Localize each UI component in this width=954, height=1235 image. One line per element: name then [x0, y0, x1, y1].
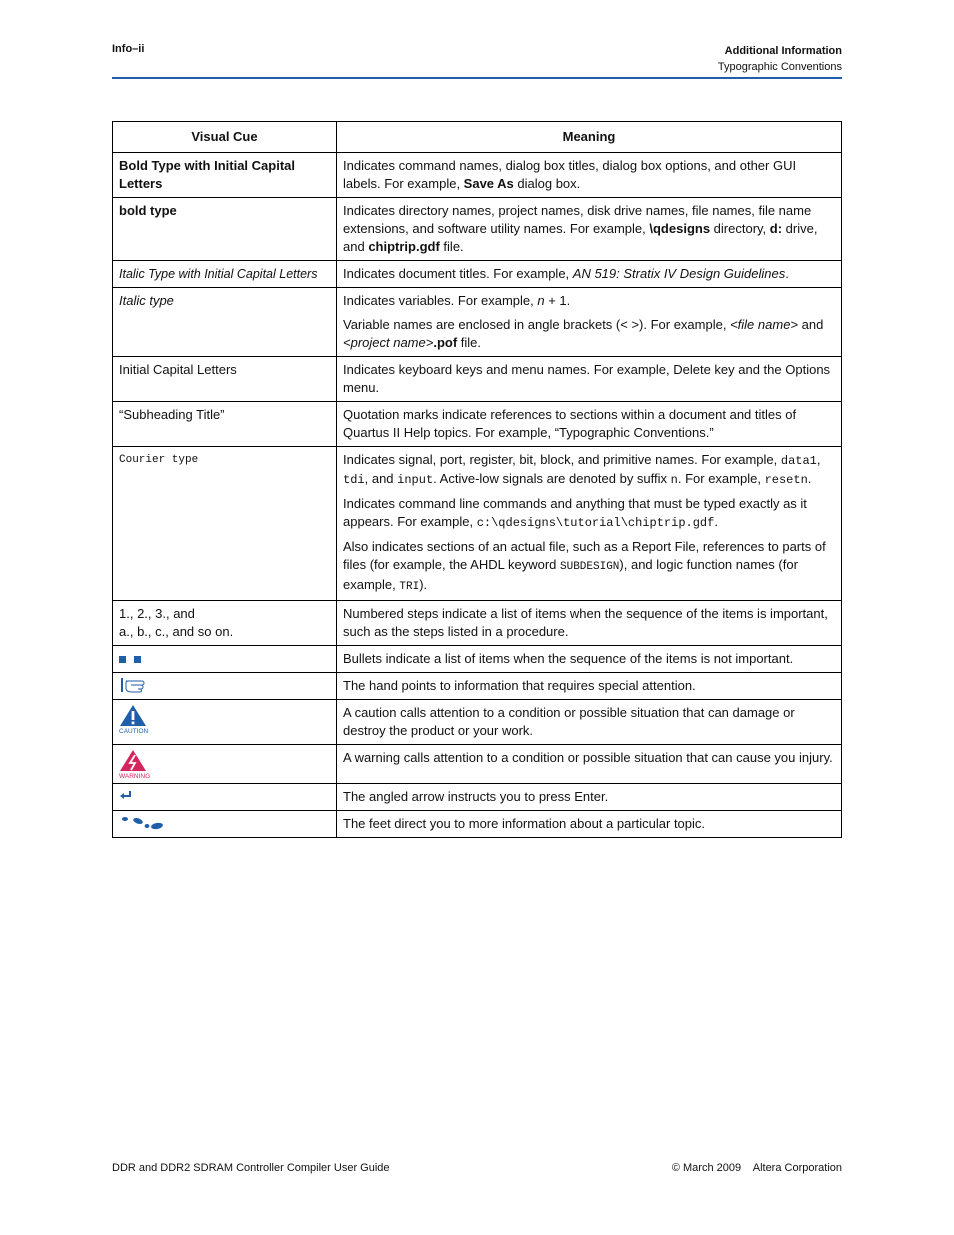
warning-icon-label: WARNING	[119, 773, 151, 779]
meaning-cell: A warning calls attention to a condition or possible situation that can cause you injury.	[337, 745, 842, 784]
table-header-row	[113, 122, 842, 153]
enter-arrow-icon	[119, 788, 330, 802]
table-row	[113, 700, 842, 745]
cue-cell	[113, 745, 337, 784]
cue-cell: Italic Type with Initial Capital Letters	[113, 261, 337, 288]
meaning-cell: The hand points to information that requires special attention.	[337, 673, 842, 700]
cue-cell	[113, 601, 337, 646]
table-row	[113, 447, 842, 601]
meaning-cell: Numbered steps indicate a list of items when the sequence of the items is important, such as the steps listed in a procedure.	[337, 601, 842, 646]
meaning-cell: The angled arrow instructs you to press Enter.	[337, 784, 842, 811]
meaning-cell: Indicates command names, dialog box titles, dialog box options, and other GUI labels. For example, Save As dialog box.	[337, 153, 842, 198]
meaning-cell: Indicates signal, port, register, bit, block, and primitive names. For example, data1, tdi, and input. Active-low signals are denoted by suffix n. For example, resetn. Indicates command line commands and anything that must be typed exactly as it appears. For example, c:\qdesigns\tutorial\chiptrip.gdf. Also indicates sections of an actual file, such as a Report File, references to parts of files (for example, the AHDL keyword SUBDESIGN), and logic function names (for example, TRI).	[337, 447, 842, 601]
bullet-square-icon	[119, 656, 126, 663]
cue-cell: bold type	[113, 198, 337, 261]
conventions-table	[112, 121, 842, 838]
cue-cell: Initial Capital Letters	[113, 357, 337, 402]
caution-icon	[119, 704, 330, 734]
meaning-cell: Quotation marks indicate references to sections within a document and titles of Quartus II Help topics. For example, “Typographic Conventions.”	[337, 402, 842, 447]
column-header-visual-cue: Visual Cue	[113, 122, 337, 153]
footer-copyright: © March 2009 Altera Corporation	[671, 1162, 842, 1174]
cue-cell	[113, 811, 337, 838]
warning-icon	[119, 749, 330, 779]
cue-cell: Italic type	[113, 288, 337, 357]
meaning-cell: Indicates keyboard keys and menu names. For example, Delete key and the Options menu.	[337, 357, 842, 402]
meaning-cell: Indicates document titles. For example, AN 519: Stratix IV Design Guidelines.	[337, 261, 842, 288]
table-row	[113, 153, 842, 198]
numbered-steps-label: 1., 2., 3., and	[119, 606, 195, 621]
feet-icon	[119, 815, 330, 831]
meaning-cell: Bullets indicate a list of items when the sequence of the items is not important.	[337, 646, 842, 673]
table-row	[113, 784, 842, 811]
table-row	[113, 745, 842, 784]
meaning-cell: Indicates variables. For example, n + 1. Variable names are enclosed in angle brackets (< >). For example, <file name> and <project name>.pof file.	[337, 288, 842, 357]
bullet-square-icon	[134, 656, 141, 663]
footer-document-title: DDR and DDR2 SDRAM Controller Compiler User Guide	[112, 1162, 390, 1174]
meaning-cell: Indicates directory names, project names, disk drive names, file names, file name extensions, and software utility names. For example, \qdesigns directory, d: drive, and chiptrip.gdf file.	[337, 198, 842, 261]
meaning-cell: A caution calls attention to a condition or possible situation that can damage or destroy the product or your work.	[337, 700, 842, 745]
table-row	[113, 402, 842, 447]
running-header	[718, 43, 842, 75]
cue-cell	[113, 673, 337, 700]
table-row	[113, 261, 842, 288]
table-row	[113, 601, 842, 646]
cue-cell	[113, 700, 337, 745]
cue-cell	[113, 784, 337, 811]
cue-cell	[113, 646, 337, 673]
caution-icon-label: CAUTION	[119, 728, 149, 734]
lettered-steps-label: a., b., c., and so on.	[119, 624, 234, 639]
header-divider	[112, 77, 842, 79]
table-row	[113, 811, 842, 838]
table-row	[113, 646, 842, 673]
table-row	[113, 357, 842, 402]
meaning-cell: The feet direct you to more information about a particular topic.	[337, 811, 842, 838]
cue-cell: “Subheading Title”	[113, 402, 337, 447]
cue-cell: Bold Type with Initial Capital Letters	[113, 153, 337, 198]
table-row	[113, 198, 842, 261]
table-row	[113, 673, 842, 700]
column-header-meaning: Meaning	[337, 122, 842, 153]
header-title: Additional Information	[724, 45, 842, 57]
page-label: Info–ii	[112, 43, 145, 55]
header-subtitle: Typographic Conventions	[717, 61, 842, 73]
table-row	[113, 288, 842, 357]
hand-pointer-icon	[119, 677, 330, 693]
cue-cell: Courier type	[113, 447, 337, 601]
